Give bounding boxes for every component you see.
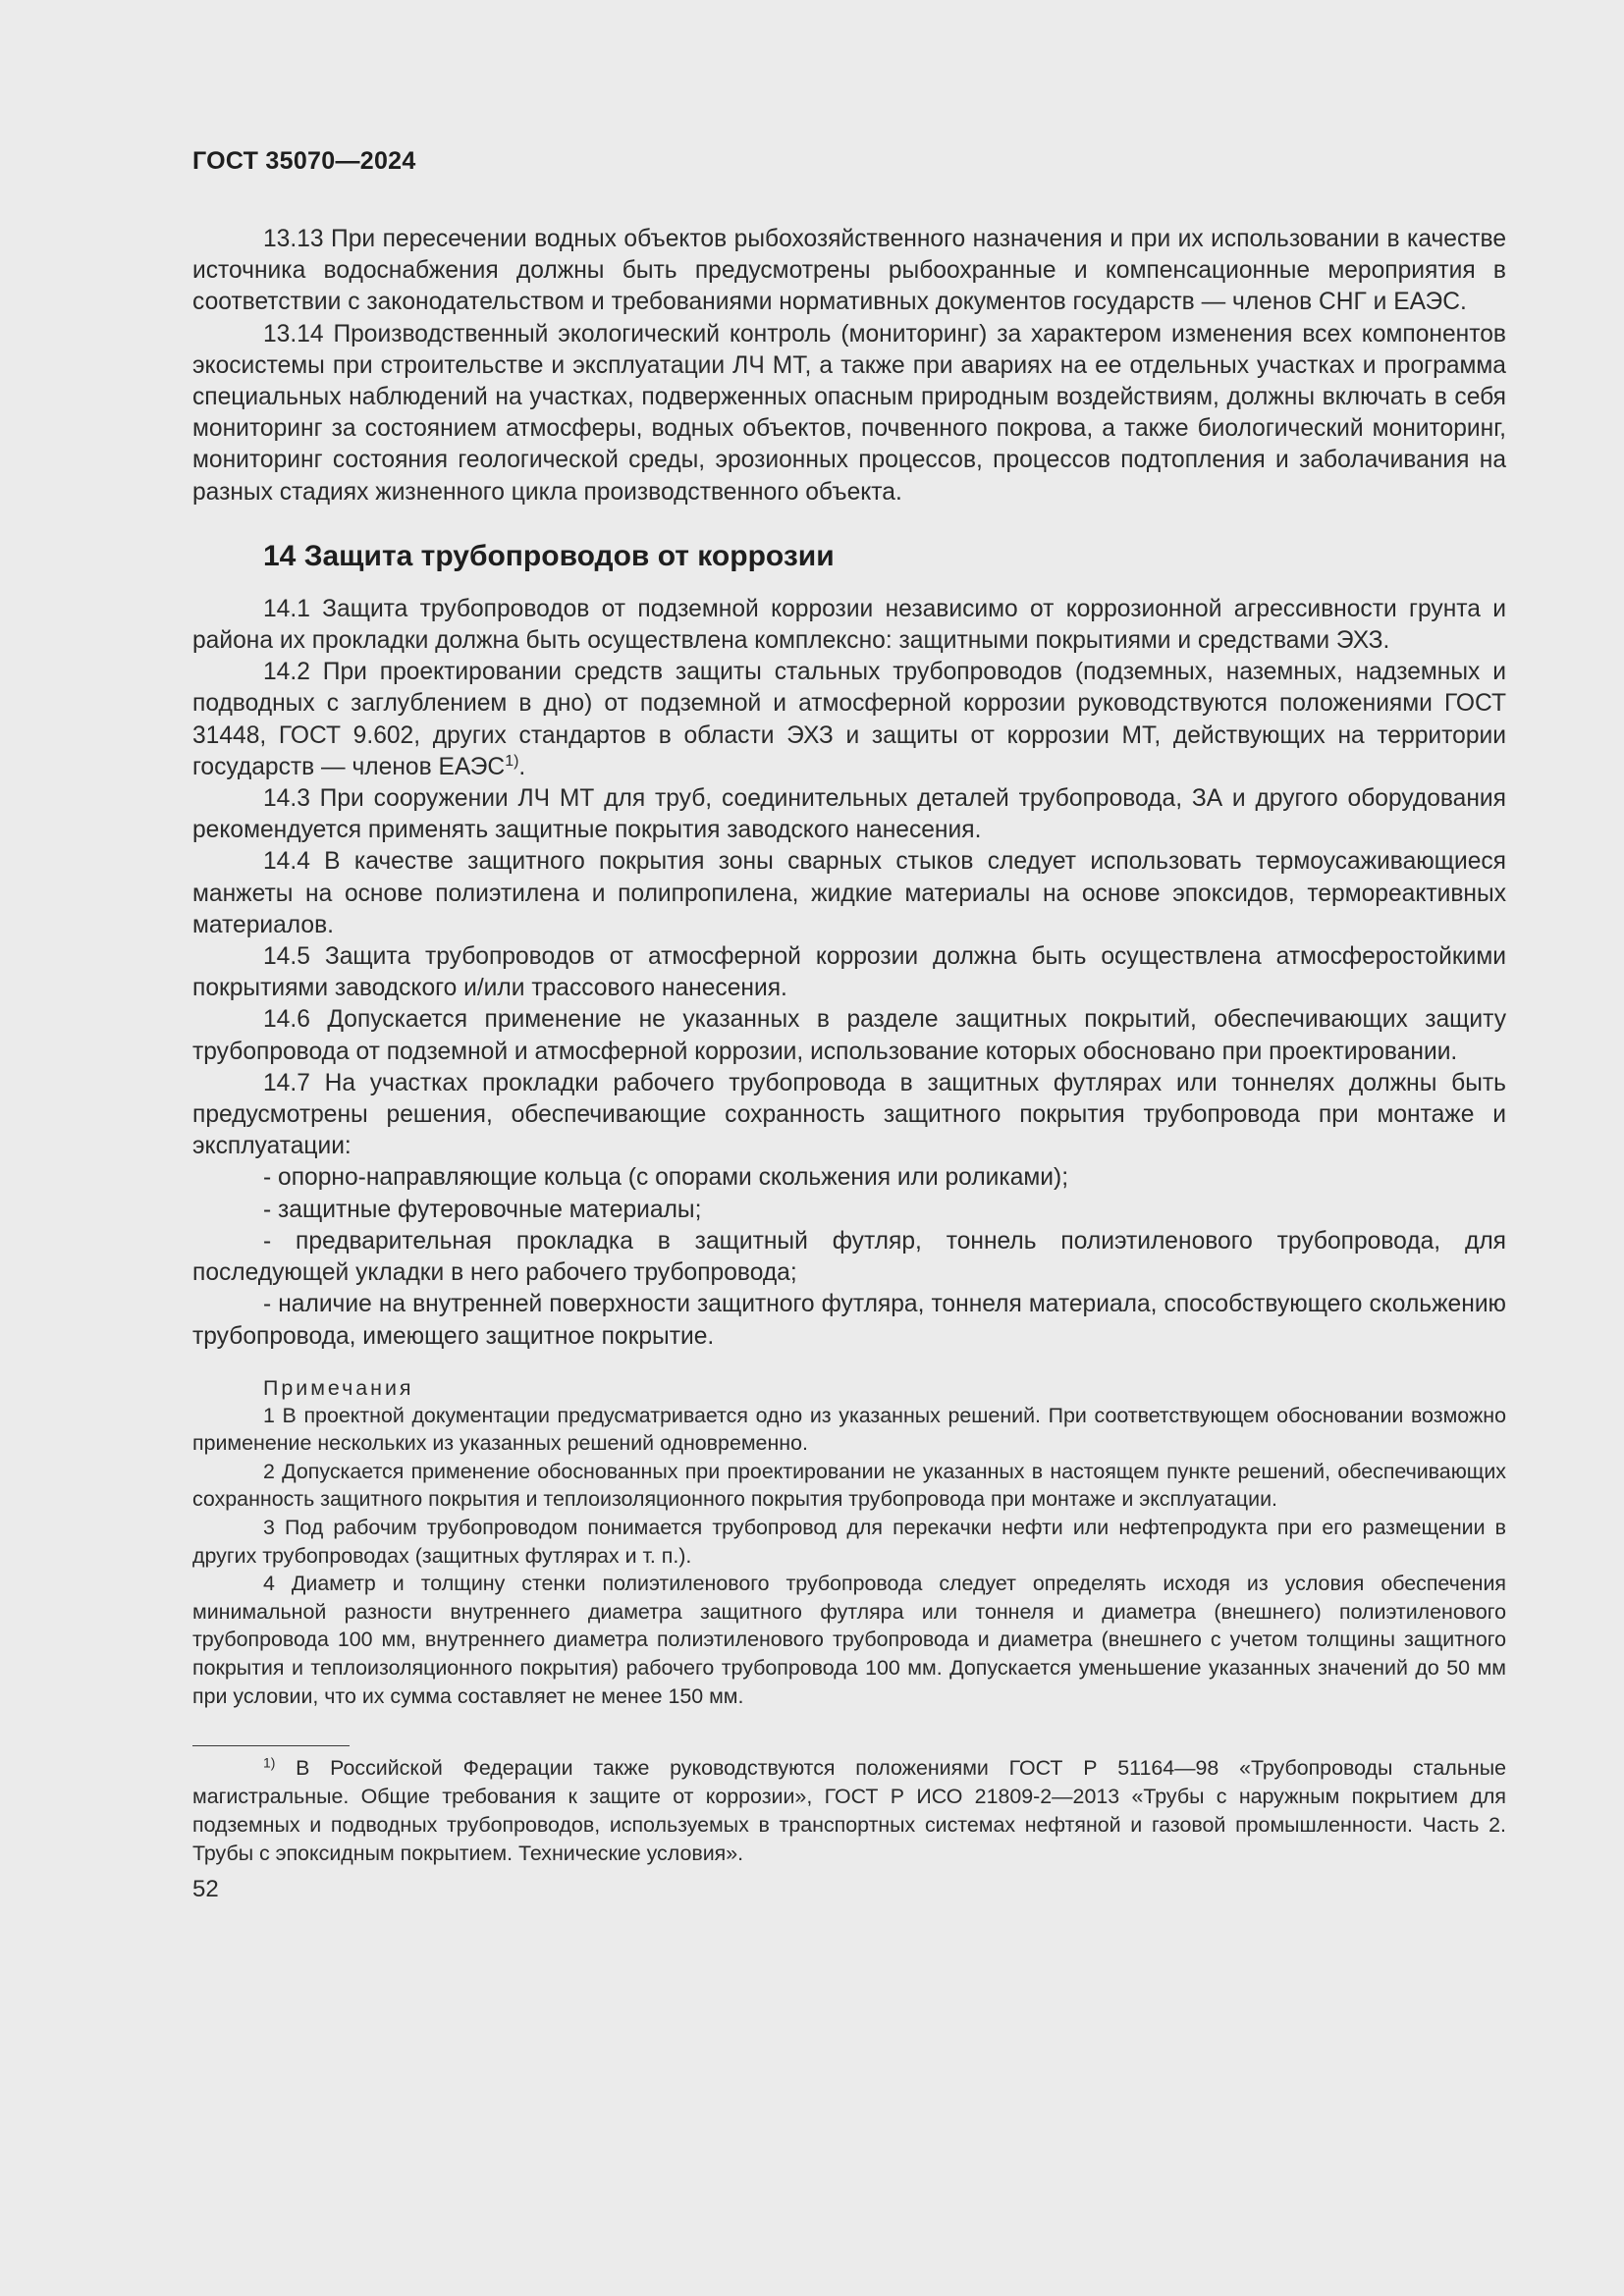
document-header-id: ГОСТ 35070—2024 — [192, 147, 416, 175]
list-item: - предварительная прокладка в защитный футляр, тоннель полиэтиленового трубопровода, для последующей укладки в него рабочего трубопровода; — [192, 1227, 1506, 1287]
paragraph-14-2-end: . — [518, 753, 526, 780]
note-item: 3 Под рабочим трубопроводом понимается трубопровод для перекачки нефти или нефтепродукта при его размещении в других трубопроводах (защитных футлярах и т. п.). — [192, 1516, 1506, 1568]
footnote — [192, 1754, 1506, 1868]
page-number: 52 — [192, 1876, 219, 1903]
paragraph-14-3: 14.3 При сооружении ЛЧ МТ для труб, соединительных деталей трубопровода, ЗА и другого оборудования рекомендуется применять защитные покрытия заводского нанесения. — [192, 785, 1506, 844]
list-item: - наличие на внутренней поверхности защитного футляра, тоннеля материала, способствующего скольжению трубопровода, имеющего защитное покрытие. — [192, 1291, 1506, 1350]
note-item: 2 Допускается применение обоснованных при проектировании не указанных в настоящем пункте решений, обеспечивающих сохранность защитного покрытия и теплоизоляционного покрытия трубопровода при монтаже и эксплуатации. — [192, 1459, 1506, 1512]
paragraph-14-4: 14.4 В качестве защитного покрытия зоны сварных стыков следует использовать термоусаживающиеся манжеты на основе полиэтилена и полипропилена, жидкие материалы на основе эпоксидов, термореактивных материалов. — [192, 848, 1506, 938]
footnote-separator — [192, 1745, 350, 1746]
paragraph-13-13: 13.13 При пересечении водных объектов рыбохозяйственного назначения и при их использовании в качестве источника водоснабжения должны быть предусмотрены рыбоохранные и компенсационные мероприятия в соответствии с законодательством и требованиями нормативных документов государств — членов СНГ и ЕАЭС. — [192, 226, 1506, 316]
note-item: 4 Диаметр и толщину стенки полиэтиленового трубопровода следует определять исходя из условия обеспечения минимальной разности внутреннего диаметра защитного футляра или тоннеля и диаметра (внешнего) полиэтиленового трубопровода 100 мм, внутреннего диаметра полиэтиленового трубопровода и диаметра (внешнего с учетом толщины защитного покрытия и теплоизоляционного покрытия) рабочего трубопровода 100 мм. Допускается уменьшение указанных значений до 50 мм при условии, что их сумма составляет не менее 150 мм. — [192, 1572, 1506, 1708]
paragraph-14-2-text: 14.2 При проектировании средств защиты стальных трубопроводов (подземных, наземных, надземных и подводных с заглублением в дно) от подземной и атмосферной коррозии руководствуются положениями ГОСТ 31448, ГОСТ 9.602, других стандартов в области ЭХЗ и защиты от коррозии МТ, действующих на территории государств — членов ЕАЭС — [192, 659, 1506, 780]
list-item: - защитные футеровочные материалы; — [263, 1196, 702, 1223]
paragraph-14-1: 14.1 Защита трубопроводов от подземной коррозии независимо от коррозионной агрессивности грунта и района их прокладки должна быть осуществлена комплексно: защитными покрытиями и средствами ЭХЗ. — [192, 595, 1506, 655]
footnote-ref: 1) — [505, 753, 519, 771]
paragraph-14-7: 14.7 На участках прокладки рабочего трубопровода в защитных футлярах или тоннелях должны быть предусмотрены решения, обеспечивающие сохранность защитного покрытия трубопровода при монтаже и эксплуатации: — [192, 1069, 1506, 1160]
note-item: 1 В проектной документации предусматривается одно из указанных решений. При соответствующем обосновании возможно применение нескольких из указанных решений одновременно. — [192, 1403, 1506, 1456]
paragraph-13-14: 13.14 Производственный экологический контроль (мониторинг) за характером изменения всех компонентов экосистемы при строительстве и эксплуатации ЛЧ МТ, а также при авариях на ее отдельных участках и программа специальных наблюдений на участках, подверженных опасным природным воздействиям, должны включать в себя мониторинг за состоянием атмосферы, водных объектов, почвенного покрова, а также биологический мониторинг, мониторинг состояния геологической среды, эрозионных процессов, процессов подтопления и заболачивания на разных стадиях жизненного цикла производственного объекта. — [192, 320, 1506, 506]
paragraph-14-6: 14.6 Допускается применение не указанных в разделе защитных покрытий, обеспечивающих защиту трубопровода от подземной и атмосферной коррозии, использование которых обосновано при проектировании. — [192, 1006, 1506, 1065]
paragraph-14-5: 14.5 Защита трубопроводов от атмосферной коррозии должна быть осуществлена атмосферостойкими покрытиями заводского и/или трассового нанесения. — [192, 943, 1506, 1002]
document-body — [192, 224, 1506, 1903]
section-title: 14 Защита трубопроводов от коррозии — [263, 539, 835, 572]
list-item: - опорно-направляющие кольца (с опорами скольжения или роликами); — [263, 1164, 1069, 1192]
notes-heading: Примечания — [263, 1375, 414, 1400]
paragraph-14-2 — [192, 657, 1506, 783]
footnote-marker: 1) — [263, 1754, 276, 1771]
footnote-text: В Российской Федерации также руководствуются положениями ГОСТ Р 51164—98 «Трубопроводы стальные магистральные. Общие требования к защите от коррозии», ГОСТ Р ИСО 21809-2—2013 «Трубы с наружным покрытием для подземных и подводных трубопроводов, используемых в транспортных системах нефтяной и газовой промышленности. Часть 2. Трубы с эпоксидным покрытием. Технические условия». — [192, 1756, 1506, 1866]
